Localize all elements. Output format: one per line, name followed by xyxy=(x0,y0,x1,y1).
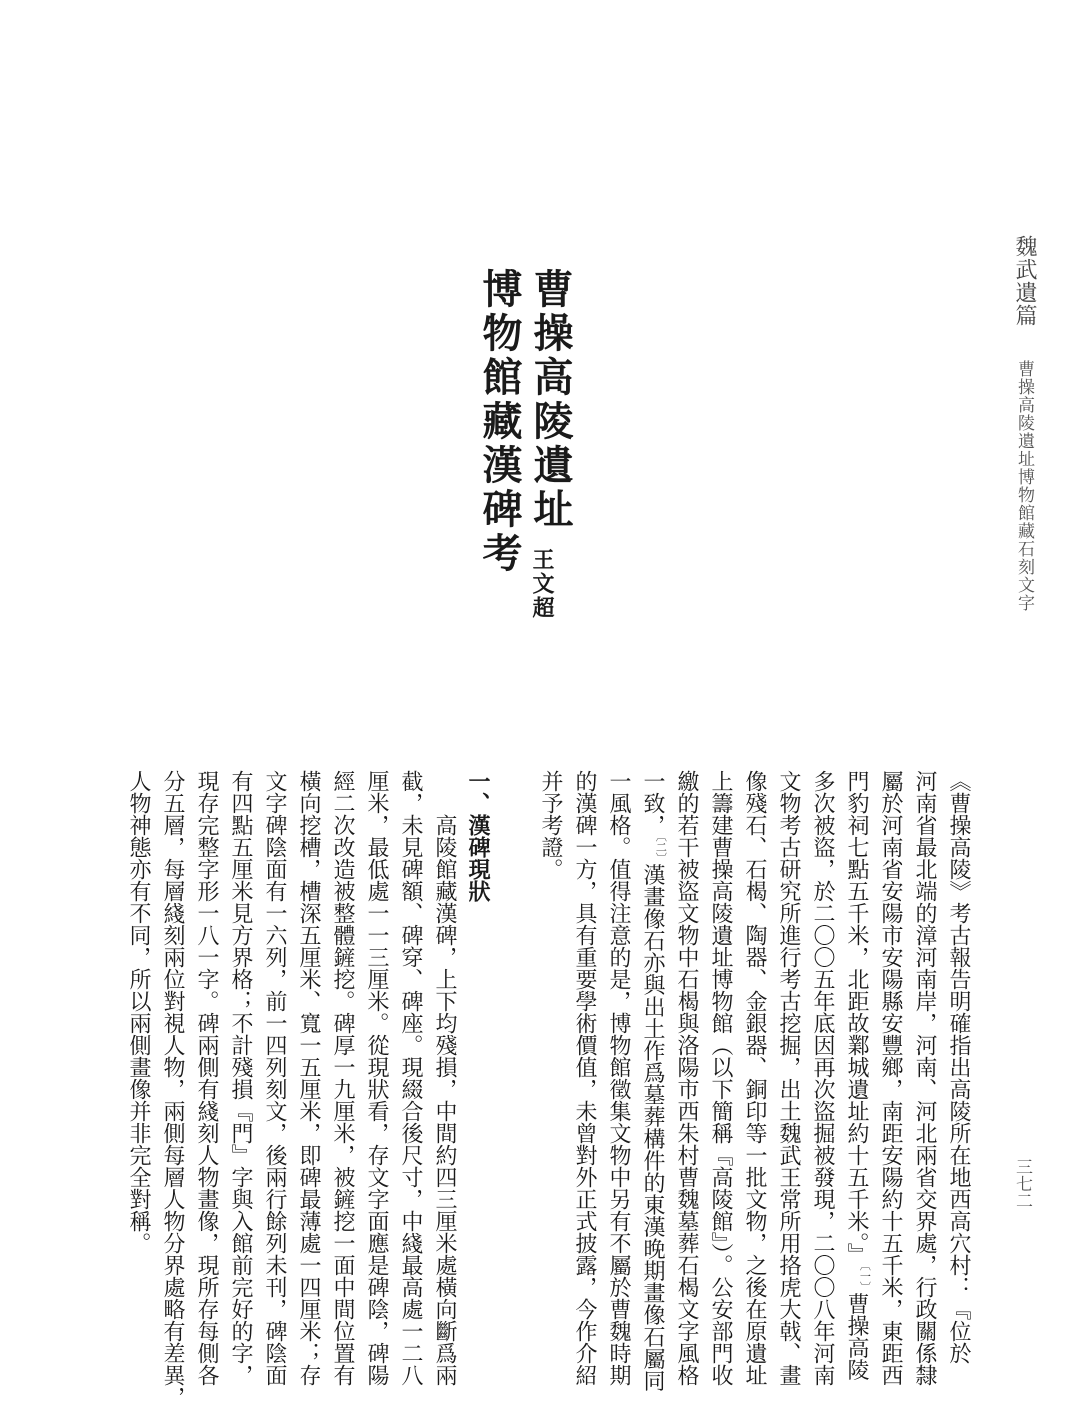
section-column: 有四點五厘米見方界格；不計殘損『門』字與入館前完好的字， xyxy=(228,770,253,1386)
intro-column: 文物考古研究所進行考古挖掘，出土魏武王常所用挌虎大戟、畫 xyxy=(776,770,801,1386)
article-title-line-2: 博物館藏漢碑考 xyxy=(476,268,523,576)
section-column: 現存完整字形一八一字。碑兩側有綫刻人物畫像，現所存每側各 xyxy=(194,770,219,1386)
section-column: 高陵館藏漢碑，上下均殘損，中間約四三厘米處橫向斷爲兩 xyxy=(432,814,457,1386)
section-column: 厘米，最低處一一三厘米。從現狀看，存文字面應是碑陰，碑陽 xyxy=(364,770,389,1386)
intro-column xyxy=(845,770,870,1381)
note-continuation: 曹操高陵 xyxy=(844,1292,869,1381)
intro-column: 多次被盜，於二〇〇五年底因再次盜掘被發現，二〇〇八年河南 xyxy=(810,770,835,1386)
intro-column: 的漢碑一方，具有重要學術價值，未曾對外正式披露，今作介紹 xyxy=(572,770,597,1386)
section-column: 分五層，每層綫刻兩位對視人物，兩側每層人物分界處略有差異， xyxy=(160,770,185,1408)
intro-column: 上籌建曹操高陵遺址博物館（以下簡稱『高陵館』）。公安部門收 xyxy=(708,770,733,1386)
intro-column: 屬於河南省安陽市安陽縣安豐鄉，南距安陽約十五千米，東距西 xyxy=(878,770,903,1386)
author-name: 王文超 xyxy=(529,548,555,620)
intro-column: 繳的若干被盜文物中石楬與洛陽市西朱村曹魏墓葬石楬文字風格 xyxy=(674,770,699,1386)
intro-column xyxy=(641,770,666,1392)
intro-column: 一風格。值得注意的是，博物館徵集文物中另有不屬於曹魏時期 xyxy=(606,770,631,1386)
section-column: 截，未見碑額、碑穿、碑座。現綴合後尺寸，中綫最高處一二八 xyxy=(398,770,423,1386)
section-heading: 一、漢碑現狀 xyxy=(465,770,491,902)
chapter-title: 曹操高陵遺址博物館藏石刻文字 xyxy=(1014,360,1034,612)
section-column: 經二次改造被整體鏟挖。碑厚一九厘米，被鏟挖一面中間位置有 xyxy=(330,770,355,1386)
book-title: 魏武遺篇 xyxy=(1012,235,1037,327)
page-number: 三七二 xyxy=(1012,1158,1032,1209)
section-column: 橫向挖槽，槽深五厘米、寬一五厘米，即碑最薄處一四厘米；存 xyxy=(296,770,321,1386)
section-column: 文字碑陰面有一六列，前一四列刻文，後兩行餘列未刊，碑陰面 xyxy=(262,770,287,1386)
section-column: 人物神態亦有不同，所以兩側畫像并非完全對稱。 xyxy=(126,770,151,1254)
note-continuation: 漢畫像石亦與出土作爲墓葬構件的東漢晚期畫像石屬同 xyxy=(640,863,665,1392)
note-marker: 〔二〕 xyxy=(654,836,668,864)
intro-column: 并予考證。 xyxy=(538,770,563,880)
intro-column: 河南省最北端的漳河南岸，河南、河北兩省交界處，行政關係隸 xyxy=(912,770,937,1386)
article-title-line-1: 曹操高陵遺址 xyxy=(527,268,574,532)
intro-column-text: 一致， xyxy=(640,770,665,836)
intro-column-text: 門豹祠七點五千米，北距故鄴城遺址約十五千米。』 xyxy=(844,770,869,1265)
intro-column: 像殘石、石楬、陶器、金銀器、銅印等一批文物，之後在原遺址 xyxy=(742,770,767,1386)
note-marker: 〔一〕 xyxy=(858,1265,872,1293)
intro-column: 《曹操高陵》考古報告明確指出高陵所在地西高穴村：『位於 xyxy=(946,770,971,1364)
running-header xyxy=(1009,235,1040,612)
